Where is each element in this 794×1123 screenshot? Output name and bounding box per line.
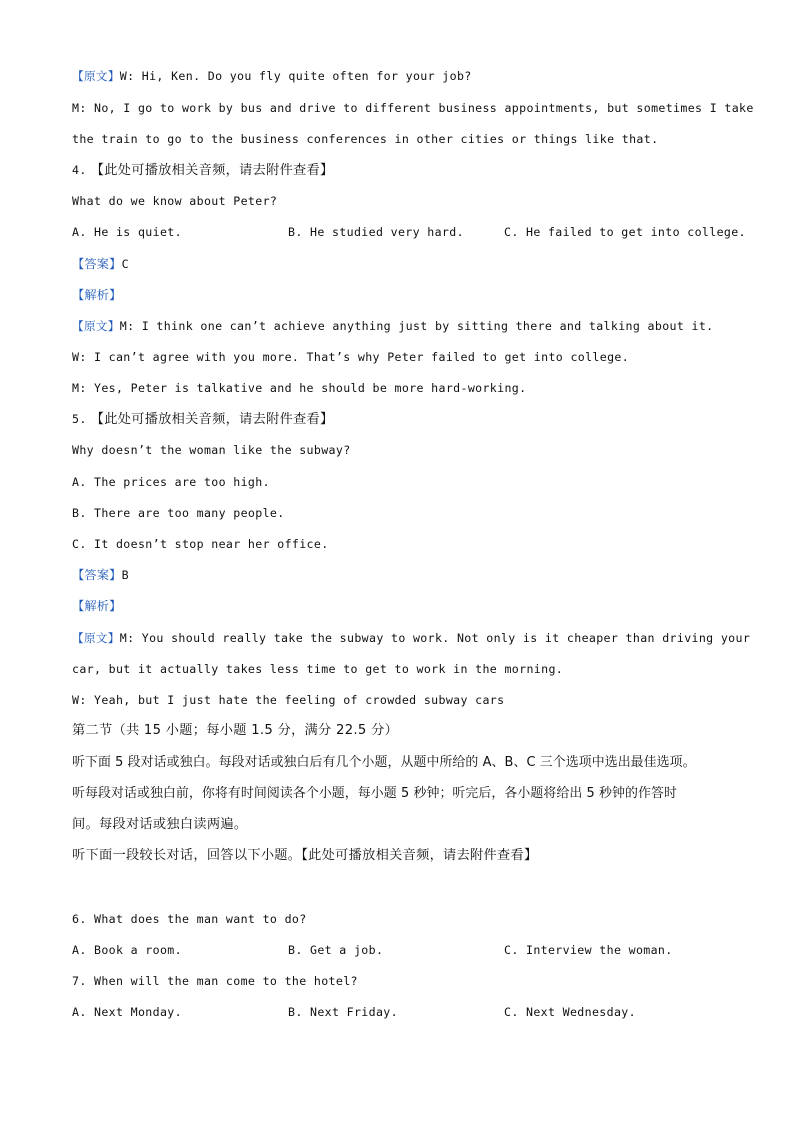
answer-value: B (121, 568, 129, 582)
transcript-line: car, but it actually takes less time to get to work in the morning. (72, 662, 564, 676)
option-a: A. Next Monday. (72, 1005, 182, 1019)
transcript-line: the train to go to the business conferences in other cities or things like that. (72, 132, 659, 146)
transcript-line: W: Yeah, but I just hate the feeling of crowded subway cars (72, 693, 505, 707)
question-5-header: 5. 【此处可播放相关音频，请去附件查看】 (72, 412, 334, 427)
transcript-line: W: I can’t agree with you more. That’s why Peter failed to get into college. (72, 350, 630, 364)
analysis-line (72, 287, 122, 303)
original-tag: 【原文】 (72, 69, 120, 83)
transcript-line: 【原文】M: I think one can’t achieve anything just by sitting there and talking about it. (72, 319, 714, 333)
question-5-text: Why doesn’t the woman like the subway? (72, 443, 351, 457)
section-instructions: 听每段对话或独白前，你将有时间阅读各个小题，每小题 5 秒钟；听完后，各小题将给出 5 秒钟的作答时 (72, 786, 677, 801)
option-b: B. Get a job. (288, 943, 384, 957)
analysis-tag: 【解析】 (72, 288, 122, 302)
answer-tag: 【答案】 (72, 568, 122, 582)
option-a: A. Book a room. (72, 943, 182, 957)
answer-tag: 【答案】 (72, 257, 122, 271)
section-instructions: 间。每段对话或独白读两遍。 (72, 817, 248, 832)
section-heading: 第二节（共 15 小题；每小题 1.5 分，满分 22.5 分） (72, 723, 399, 738)
question-4-text: What do we know about Peter? (72, 194, 278, 208)
transcript-line: 【原文】W: Hi, Ken. Do you fly quite often for your job? (72, 69, 472, 83)
option-c: C. It doesn’t stop near her office. (72, 537, 329, 551)
option-b: B. Next Friday. (288, 1005, 398, 1019)
original-tag: 【原文】 (72, 631, 120, 645)
option-a: A. He is quiet. (72, 225, 182, 239)
audio-prompt: 【此处可播放相关音频，请去附件查看】 (90, 412, 334, 427)
analysis-tag: 【解析】 (72, 599, 122, 613)
option-c: C. Next Wednesday. (504, 1005, 636, 1019)
option-c: C. Interview the woman. (504, 943, 673, 957)
audio-prompt: 【此处可播放相关音频，请去附件查看】 (301, 848, 538, 863)
transcript-line: M: Yes, Peter is talkative and he should be more hard-working. (72, 381, 527, 395)
question-7-text: 7. When will the man come to the hotel? (72, 974, 358, 988)
option-a: A. The prices are too high. (72, 475, 270, 489)
option-b: B. There are too many people. (72, 506, 285, 520)
transcript-line: M: No, I go to work by bus and drive to different business appointments, but sometimes I take (72, 101, 754, 115)
transcript-line: 【原文】M: You should really take the subway to work. Not only is it cheaper than driving your (72, 631, 751, 645)
answer-line (72, 256, 129, 272)
question-4-header: 4. 【此处可播放相关音频，请去附件查看】 (72, 163, 334, 178)
answer-value: C (121, 257, 129, 271)
answer-line (72, 567, 129, 583)
analysis-line (72, 598, 122, 614)
original-tag: 【原文】 (72, 319, 120, 333)
section-instructions: 听下面 5 段对话或独白。每段对话或独白后有几个小题，从题中所给的 A、B、C 三个选项中选出最佳选项。 (72, 755, 696, 770)
dialogue-intro: 听下面一段较长对话，回答以下小题。【此处可播放相关音频，请去附件查看】 (72, 848, 538, 863)
option-c: C. He failed to get into college. (504, 225, 746, 239)
audio-prompt: 【此处可播放相关音频，请去附件查看】 (90, 163, 334, 178)
option-b: B. He studied very hard. (288, 225, 464, 239)
question-6-text: 6. What does the man want to do? (72, 912, 307, 926)
